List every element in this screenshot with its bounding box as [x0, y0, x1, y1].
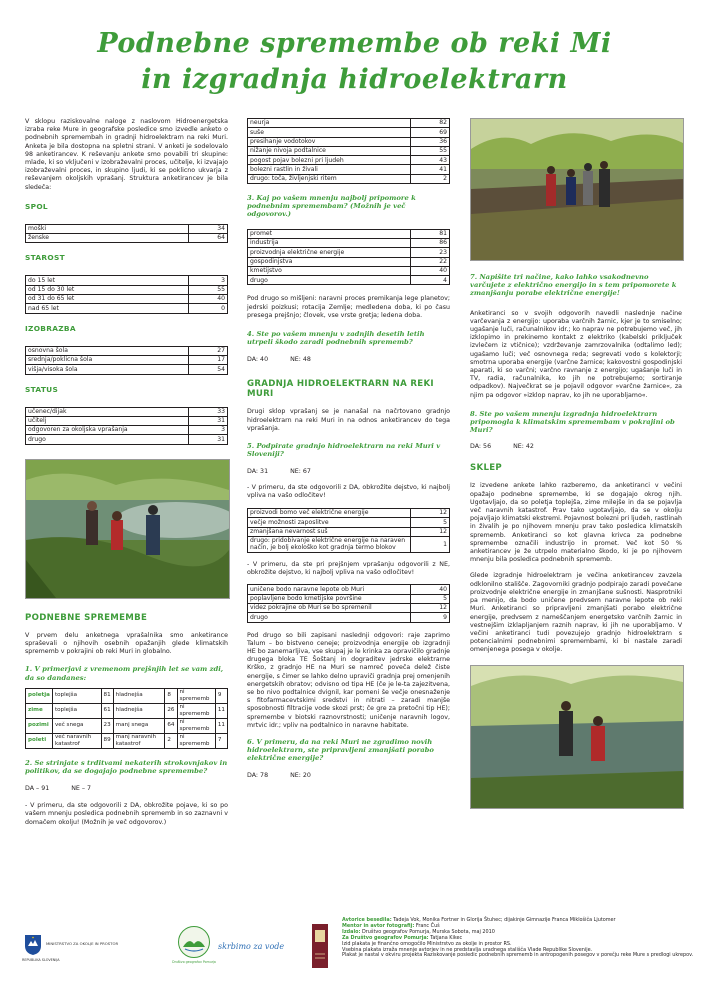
table-row — [26, 276, 228, 285]
row-value: 40 — [189, 295, 228, 304]
row-value: 3 — [189, 426, 228, 435]
table-row — [248, 527, 450, 536]
q5-da: DA: 31 — [247, 467, 269, 475]
weather-option: manj snega — [113, 718, 165, 733]
table-row — [26, 435, 228, 444]
razlogi-da-table — [247, 508, 450, 553]
q2-answers — [25, 785, 228, 792]
photo-field-people — [470, 118, 684, 261]
row-label: osnovna šola — [26, 346, 189, 355]
weather-count: 81 — [101, 688, 113, 703]
column-middle — [247, 118, 450, 779]
weather-option: toplejša — [52, 703, 101, 718]
slovenia-coat-of-arms-icon — [24, 934, 42, 956]
weather-season: poleti — [26, 733, 53, 748]
gimnazija-logo-icon — [312, 924, 328, 968]
row-value: 5 — [411, 518, 450, 527]
row-label: poplavljene bodo kmetijske površine — [248, 594, 411, 603]
row-label: višja/visoka šola — [26, 365, 189, 374]
table-row — [26, 295, 228, 304]
pojavi-table — [247, 118, 450, 184]
rs-label: REPUBLIKA SLOVENIJA — [22, 958, 60, 962]
question-3: 3. Kaj po vašem mnenju najbolj pripomore k podnebnim spremembam? (Možnih je več odgovorov.) — [247, 194, 416, 219]
q4-answers — [247, 356, 450, 363]
table-row — [26, 355, 228, 364]
row-label: drugo — [248, 276, 411, 285]
q5-text-ne: - V primeru, da ste pri prejšnjem vprašanju odgovorili z NE, obkrožite dejstvo, ki najbolj vpliva na vašo odločitev! — [247, 560, 450, 577]
weather-option: toplejša — [52, 688, 101, 703]
weather-count: 26 — [165, 703, 177, 718]
row-label: učitelj — [26, 416, 189, 425]
q4-da: DA: 40 — [247, 356, 269, 364]
question-5: 5. Podpirate gradnjo hidroelektrarn na reki Muri v Sloveniji? — [247, 442, 441, 459]
title-line-1: Podnebne spremembe ob reki Mi — [97, 28, 612, 59]
photo-riverbank-people — [470, 665, 684, 809]
row-value: 33 — [189, 407, 228, 416]
q6-ne: NE: 20 — [290, 771, 311, 779]
gradnja-heading: GRADNJA HIDROELEKTRARN NA REKI MURI — [247, 379, 434, 400]
row-value: 3 — [189, 276, 228, 285]
weather-option: hladnejša — [113, 703, 165, 718]
row-value: 40 — [411, 585, 450, 594]
weather-count: 23 — [101, 718, 113, 733]
podnebne-heading: PODNEBNE SPREMEMBE — [25, 612, 148, 623]
q8-da: DA: 56 — [470, 443, 492, 451]
table-row — [248, 603, 450, 612]
table-row — [248, 508, 450, 517]
row-label: nižanje nivoja podtalnice — [248, 146, 411, 155]
row-label: bolezni rastlin in živali — [248, 165, 411, 174]
weather-count: 7 — [215, 733, 227, 748]
drugo-text: Pod drugo so bili zapisani naslednji odgovori: raje zaprimo Talum – bo bistveno ceneje; proizvodnja energije ob izgradnji HE bo zanemarljiva, vse skupaj je le krinka za opravičilo gradnje drugega bloka TE Šoštanj in dograditev jedrske elektrarne Krško, z gradnjo HE na Muri se namreč poveča delež čiste energije, s čimer se lahko delno upraviči gradnja prej omenjenih energetskih obratov; odvisno od tipa HE (če je le-ta zajezitvena, se bo nivo podtalnice dvignil, kar pomeni še večje onesnaženje s fitofarmacevtskimi sredstvi in nitrati – zaradi manjše sposobnosti filtracije vode skozi prst; če gre za pretočni tip HE); spremembe v biotski raznovrstnosti; uničenje naravnih logov, mrtvic idr.; vpliv na podtalnico in naravne habitate. — [247, 631, 450, 729]
weather-count: 64 — [165, 718, 177, 733]
table-row — [248, 276, 450, 285]
row-value: 27 — [189, 346, 228, 355]
photo-river-people — [25, 459, 230, 599]
row-label: gospodinjstva — [248, 257, 411, 266]
row-label: presihanje vodotokov — [248, 137, 411, 146]
row-value: 23 — [411, 248, 450, 257]
q8-ne: NE: 42 — [513, 443, 534, 451]
question-6: 6. V primeru, da na reki Muri ne zgradimo novih hidroelektrarn, ste pripravljeni zmanjšati porabo električne energije? — [247, 738, 434, 763]
podnebne-text: V prvem delu anketnega vprašalnika smo anketirance spraševali o njihovih osebnih opažanjih glede klimatskih sprememb v pokrajini ob reki Muri in globalno. — [25, 631, 228, 656]
table-row — [26, 407, 228, 416]
weather-row — [26, 688, 228, 703]
table-row — [26, 426, 228, 435]
weather-option: ni sprememb — [177, 688, 215, 703]
question-2: 2. Se strinjate s trditvami nekaterih strokovnjakov in politikov, da se dogajajo podnebne spremembe? — [25, 758, 228, 775]
row-label: ženske — [26, 234, 189, 243]
weather-option: ni sprememb — [177, 703, 215, 718]
question-4: 4. Ste po vašem mnenju v zadnjih desetih letih utrpeli škodo zaradi podnebnih sprememb? — [247, 330, 425, 347]
weather-option: hladnejša — [113, 688, 165, 703]
weather-count: 9 — [215, 688, 227, 703]
weather-option: ni sprememb — [177, 718, 215, 733]
weather-row — [26, 733, 228, 748]
row-label: proizvodi bomo več električne energije — [248, 508, 411, 517]
sklep-heading: SKLEP — [470, 463, 502, 474]
weather-count: 11 — [215, 703, 227, 718]
status-heading: STATUS — [25, 384, 59, 394]
credit-value: Franc Čuš — [415, 922, 440, 929]
gradnja-text: Drugi sklop vprašanj se je nanašal na načrtovano gradnjo hidroelektrarn na reki Muri in na odnos anketirancev do tega vprašanja. — [247, 408, 450, 432]
row-value: 82 — [411, 119, 450, 128]
q2-ne: NE – 7 — [71, 785, 92, 793]
drustvo-logo-icon — [178, 926, 210, 958]
row-label: moški — [26, 224, 189, 233]
table-row — [248, 146, 450, 155]
table-row — [26, 304, 228, 313]
row-value: 43 — [411, 156, 450, 165]
izobrazba-heading: IZOBRAZBA — [25, 323, 76, 333]
weather-table — [25, 688, 228, 749]
razlogi-ne-table — [247, 584, 450, 622]
intro-text: V sklopu raziskovalne naloge z naslovom Hidroenergetska izraba reke Mure in geografske posledice smo izvedle anketo o podnebnih spremembah in gradnji hidroelektrarn na reki Muri. Anketa je bila dostopna na spletni strani. V anketi je sodelovalo 98 anketirancev. K reševanju ankete smo povabili tri skupine: mlade, ki so vključeni v izobraževalni proces, učitelje, ki izvajajo izobraževalni proces, in skupino ljudi, ki se poklicno ukvarja z reševanjem okoljskih vprašanj. Struktura anketirancev je bila sledeča: — [25, 118, 228, 191]
credit-value: Plakat je nastal v okviru projekta Raziskovanje posledic podnebnih sprememb in antropogenih posegov v porečju reke Mure s predlogi ukrepov. — [342, 952, 694, 959]
row-label: drugo — [26, 435, 189, 444]
row-label: pogost pojav bolezni pri ljudeh — [248, 156, 411, 165]
row-value: 5 — [411, 594, 450, 603]
table-row — [248, 536, 450, 552]
credit-value: Vsebina plakata izraža mnenje avtorjev in ne predstavlja uradnega stališča Vlade Republike Slovenije. — [342, 946, 593, 953]
table-row — [26, 416, 228, 425]
row-label: proizvodnja električne energije — [248, 248, 411, 257]
weather-row — [26, 718, 228, 733]
row-value: 31 — [189, 435, 228, 444]
row-label: srednja/poklicna šola — [26, 355, 189, 364]
starost-table — [25, 275, 228, 313]
row-value: 12 — [411, 508, 450, 517]
row-label: od 31 do 65 let — [26, 295, 189, 304]
row-value: 55 — [189, 285, 228, 294]
row-value: 9 — [411, 613, 450, 622]
row-label: večje možnosti zaposlitve — [248, 518, 411, 527]
weather-option: več snega — [52, 718, 101, 733]
credit-label: Mentor in avtor fotografij: — [342, 922, 415, 929]
q6-da: DA: 78 — [247, 771, 269, 779]
row-value: 22 — [411, 257, 450, 266]
column-left — [25, 118, 228, 827]
row-label: drugo — [248, 613, 411, 622]
row-value: 81 — [411, 229, 450, 238]
row-value: 34 — [189, 224, 228, 233]
table-row — [26, 234, 228, 243]
title-line-2: in izgradnja hidroelektrarn — [141, 64, 568, 95]
weather-count: 11 — [215, 718, 227, 733]
row-value: 17 — [189, 355, 228, 364]
q5-answers — [247, 468, 450, 475]
table-row — [248, 248, 450, 257]
table-row — [248, 128, 450, 137]
q8-answers — [470, 443, 682, 450]
credit-value: Društvo geografov Pomurja, Murska Sobota, maj 2010 — [362, 928, 495, 935]
table-row — [248, 165, 450, 174]
row-label: promet — [248, 229, 411, 238]
weather-count: 8 — [165, 688, 177, 703]
table-row — [248, 137, 450, 146]
weather-option: več naravnih katastrof — [52, 733, 101, 748]
row-label: suše — [248, 128, 411, 137]
row-label: videz pokrajine ob Muri se bo spremenil — [248, 603, 411, 612]
row-label: učenec/dijak — [26, 407, 189, 416]
row-value: 64 — [189, 234, 228, 243]
row-value: 31 — [189, 416, 228, 425]
credit-label: Avtorice besedila: — [342, 917, 392, 923]
table-row — [26, 365, 228, 374]
status-table — [25, 407, 228, 445]
table-row — [26, 285, 228, 294]
row-label: uničene bodo naravne lepote ob Muri — [248, 585, 411, 594]
credit-value: Tadeja Vok, Monika Fortner in Glorija Štuhec; dijakinje Gimnazije Franca Miklošiča Ljutomer — [393, 917, 616, 923]
question-7: 7. Napišite tri načine, kako lahko vsakodnevno varčujete z električno energijo in s tem pripomorete k zmanjšanju porabe električne energije! — [470, 273, 677, 298]
row-label: nad 65 let — [26, 304, 189, 313]
row-value: 40 — [411, 266, 450, 275]
credit-value: Tatjana Kikec — [430, 934, 463, 941]
question-1: 1. V primerjavi z vremenom prejšnjih let se vam zdi, da so dandanes: — [25, 665, 224, 682]
skrbimo-za-vode-logo: skrbimo za vode — [218, 942, 285, 951]
table-row — [248, 266, 450, 275]
table-row — [248, 257, 450, 266]
q6-answers — [247, 772, 450, 779]
credit-value: Izid plakata je finančno omogočilo Ministrstvo za okolje in prostor RS. — [342, 940, 512, 947]
row-value: 1 — [411, 536, 450, 552]
row-value: 41 — [411, 165, 450, 174]
ministry-label: MINISTRSTVO ZA OKOLJE IN PROSTOR — [46, 941, 119, 946]
row-value: 55 — [411, 146, 450, 155]
drustvo-label: Društvo geografov Pomurja — [172, 960, 216, 964]
q5-ne: NE: 67 — [290, 467, 311, 475]
row-label: od 15 do 30 let — [26, 285, 189, 294]
table-row — [248, 156, 450, 165]
q2-text: - V primeru, da ste odgovorili z DA, obkrožite pojave, ki so po vašem mnenju posledica podnebnih sprememb in so zaznavni v domačem okolju! (Možnih je več odgovorov.) — [25, 802, 228, 826]
q3-text: Pod drugo so mišljeni: naravni proces premikanja lege planetov; jedrski poizkusi; rotacija Zemlje; medledena doba, ki po času presega prejšnjo; človek, vse vrste gretja; ledena doba. — [247, 295, 450, 319]
row-value: 4 — [411, 276, 450, 285]
q7-text: Anketiranci so v svojih odgovorih navedli naslednje načine varčevanja z energijo: uporaba varčnih žarnic, kjer je to smiselno; ugašanje luči, računalnikov idr.; ko naprav ne potrebujemo več, jih izklopimo in prekinemo kontakt z elektriko (kabelski priključek izvlečem iz vtičnice); vzdrževanje zamrzovalnika (odtalimo led); ugašamo luči; več osnovnega reda; segrevati vodo s kolektorji; smotrna uporaba energije (varčne žarnice; kakovostni gospodinjski aparati, ki so varčni; varčno ravnanje z energijo; ugašanje luči in TV, radia, računalnika, ko jih ne potrebujemo; sortiranje odpadkov). Največkrat se je pojavil odgovor »varčne žarnice«, za njim pa odgovor »izklop naprav, ko jih ne uporabljamo«. — [470, 309, 682, 399]
q4-ne: NE: 48 — [290, 356, 311, 364]
row-value: 86 — [411, 238, 450, 247]
table-row — [248, 119, 450, 128]
sklep-p2: Glede izgradnje hidroelektrarn je večina anketirancev zavzela odklonilno stališče. Zagovorniki gradnjo podpirajo zaradi povečane proizvodnje električne energije in zmanjšane sušnosti. Nasprotniki pa menijo, da bodo uničene predvsem naravne lepote ob reki Muri. Anketiranci so pripravljeni zmanjšati porabo električne energije, predvsem z nameščanjem energetsko varčnih žarnic in vestnejšim izklapljanjem raznih naprav, ki jih ne uporabljamo. V večini anketiranci tudi povezujejo gradnjo hidroelektrarn s potencialnimi podnebnimi spremembami, ki bi nastale zaradi omenjenega posega v okolje. — [470, 572, 682, 654]
row-label: do 15 let — [26, 276, 189, 285]
weather-season: pozimi — [26, 718, 53, 733]
row-value: 36 — [411, 137, 450, 146]
credit-label: Izdalo: — [342, 928, 361, 935]
weather-season: poletja — [26, 688, 53, 703]
row-label: neurja — [248, 119, 411, 128]
row-value: 0 — [189, 304, 228, 313]
credits — [342, 918, 702, 959]
row-value: 2 — [411, 174, 450, 183]
row-label: kmetijstvo — [248, 266, 411, 275]
table-row — [248, 518, 450, 527]
weather-season: zime — [26, 703, 53, 718]
table-row — [248, 229, 450, 238]
q2-da: DA – 91 — [25, 785, 50, 793]
credit-line — [342, 953, 702, 959]
credit-label: Za Društvo geografov Pomurja: — [342, 934, 429, 941]
vzroki-table — [247, 229, 450, 286]
weather-count: 89 — [101, 733, 113, 748]
table-row — [248, 613, 450, 622]
row-label: odgovoren za okoljska vprašanja — [26, 426, 189, 435]
row-label: industrija — [248, 238, 411, 247]
column-right — [470, 118, 682, 809]
row-value: 12 — [411, 603, 450, 612]
row-label: drugo: pridobivanje električne energije na naraven način, je bolj ekološko kot gradnja termo blokov — [248, 536, 411, 552]
weather-option: manj naravnih katastrof — [113, 733, 165, 748]
weather-option: ni sprememb — [177, 733, 215, 748]
question-8: 8. Ste po vašem mnenju izgradnja hidroelektrarn pripomogla k klimatskim spremembam v pokrajini ob Muri? — [470, 409, 675, 435]
q5-text-da: - V primeru, da ste odgovorili z DA, obkrožite dejstvo, ki najbolj vpliva na vašo odločitev! — [247, 483, 450, 499]
starost-heading: STAROST — [25, 253, 65, 263]
table-row — [248, 238, 450, 247]
weather-row — [26, 703, 228, 718]
table-row — [26, 224, 228, 233]
weather-count: 61 — [101, 703, 113, 718]
weather-count: 2 — [165, 733, 177, 748]
spol-table — [25, 224, 228, 244]
sklep-p1: Iz izvedene ankete lahko razberemo, da anketiranci v večini opažajo podnebne spremembe, ki se dogajajo okrog njih. Ugotavljajo, da so poletja toplejša, zime milejše in da se pojavlja več naravnih katastrof. Prav tako ugotavljajo, da se v okolju pojavljajo klimatski ekstremi. Pojavnost bolezni pri ljudeh, rastlinah in živalih je po njihovem mnenju prav tako posledica klimatskih sprememb. Anketiranci so kot glavna krivca za podnebne spremembe označili industrijo in promet. Več kot 50 % anketirancev je že utrpelo materialno škodo, ki je po njihovem mnenju bila posledica podnebnih sprememb. — [470, 482, 683, 564]
row-value: 69 — [411, 128, 450, 137]
row-value: 54 — [189, 365, 228, 374]
row-label: zmanjšana nevarnost suš — [248, 527, 411, 536]
table-row — [248, 594, 450, 603]
spol-heading: SPOL — [25, 201, 48, 211]
table-row — [248, 585, 450, 594]
table-row — [248, 174, 450, 183]
izobrazba-table — [25, 346, 228, 375]
row-value: 12 — [411, 527, 450, 536]
table-row — [26, 346, 228, 355]
row-label: drugo: toča, življenjski ritem — [248, 174, 411, 183]
